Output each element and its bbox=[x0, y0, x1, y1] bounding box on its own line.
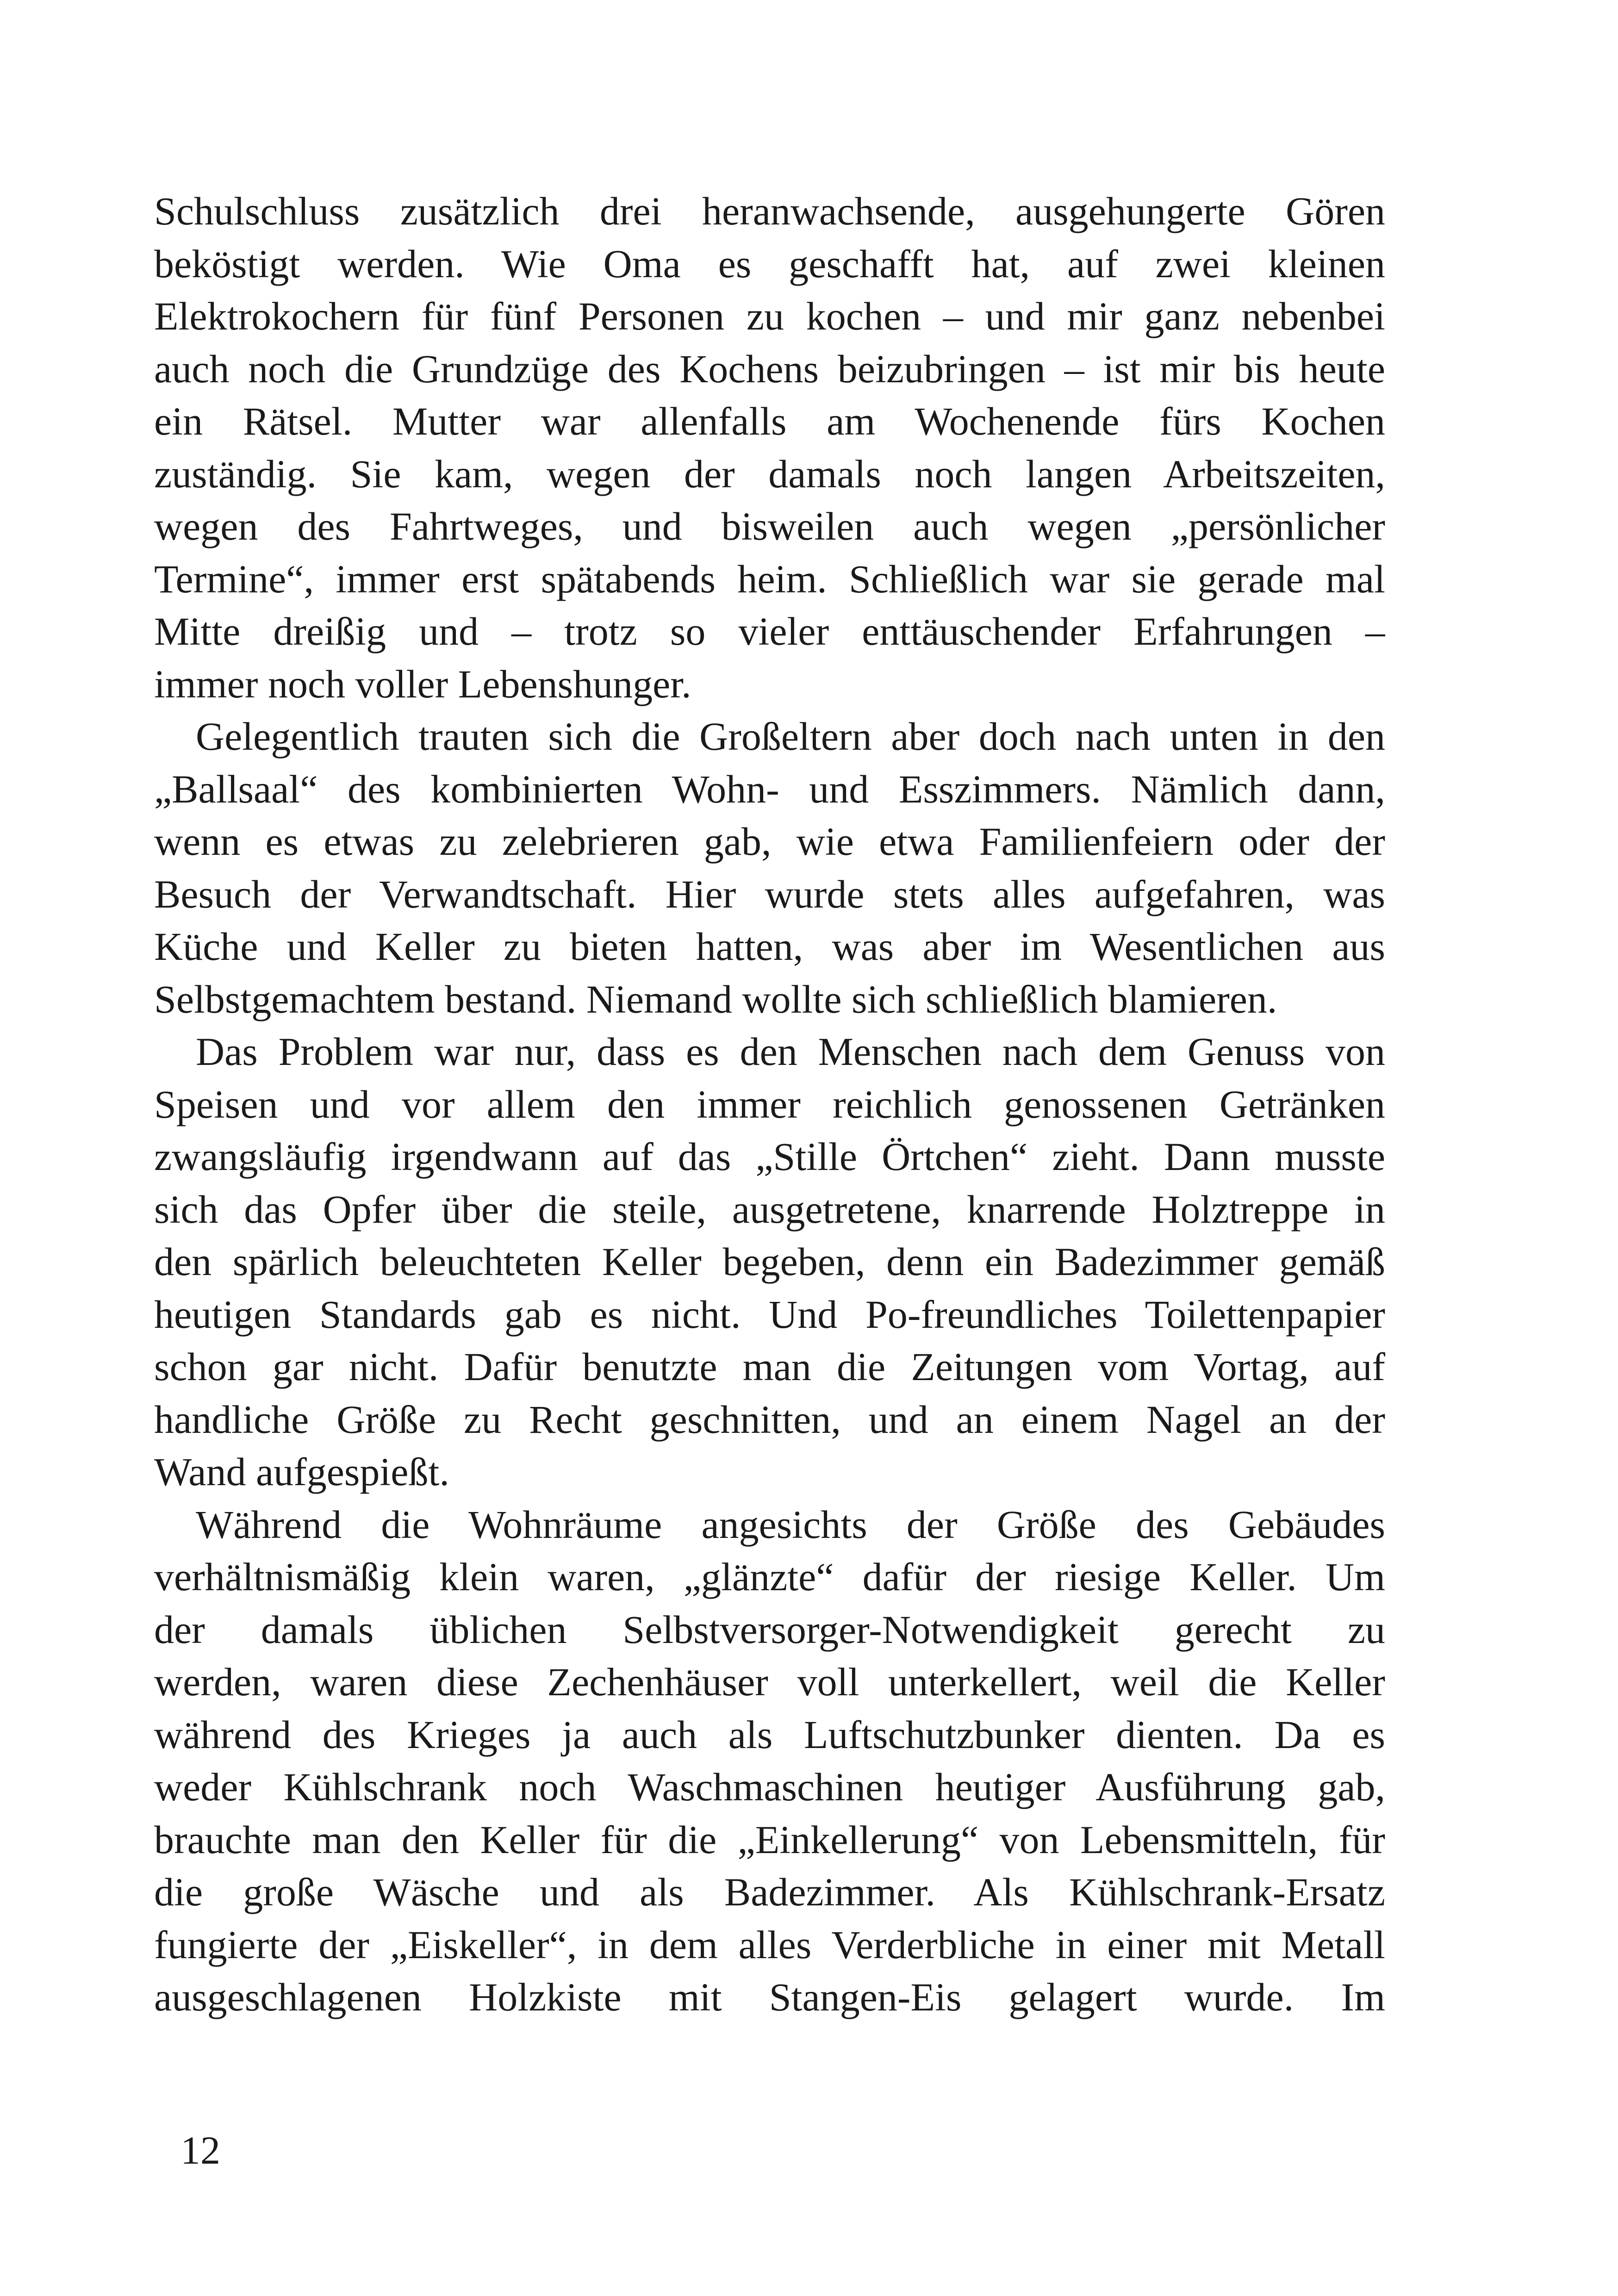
text-line: zwangsläufig irgendwann auf das „Stille Örtchen“ zieht. Dann musste bbox=[154, 1134, 1385, 1179]
text-line: „Ballsaal“ des kombinierten Wohn- und Esszimmers. Nämlich dann, bbox=[154, 766, 1385, 811]
text-line: sich das Opfer über die steile, ausgetretene, knarrende Holztreppe in bbox=[154, 1187, 1385, 1232]
text-line: den spärlich beleuchteten Keller begeben, denn ein Badezimmer gemäß bbox=[154, 1239, 1385, 1284]
text-line: Das Problem war nur, dass es den Menschen nach dem Genuss von bbox=[196, 1029, 1385, 1074]
text-line: Wand aufgespießt. bbox=[154, 1450, 449, 1494]
text-line: ausgeschlagenen Holzkiste mit Stangen-Eis gelagert wurde. Im bbox=[154, 1975, 1385, 2019]
text-line: Küche und Keller zu bieten hatten, was aber im Wesentlichen aus bbox=[154, 924, 1385, 969]
text-line: Elektrokochern für fünf Personen zu kochen – und mir ganz nebenbei bbox=[154, 294, 1385, 338]
text-line: weder Kühlschrank noch Waschmaschinen heutiger Ausführung gab, bbox=[154, 1765, 1385, 1809]
text-line: werden, waren diese Zechenhäuser voll unterkellert, weil die Keller bbox=[154, 1660, 1385, 1704]
text-line: der damals üblichen Selbstversorger-Notwendigkeit gerecht zu bbox=[154, 1607, 1385, 1652]
text-line: verhältnismäßig klein waren, „glänzte“ dafür der riesige Keller. Um bbox=[154, 1555, 1385, 1599]
text-line: ein Rätsel. Mutter war allenfalls am Wochenende fürs Kochen bbox=[154, 399, 1385, 443]
text-line: brauchte man den Keller für die „Einkellerung“ von Lebensmitteln, für bbox=[154, 1817, 1385, 1862]
text-line: immer noch voller Lebenshunger. bbox=[154, 661, 691, 706]
text-line: schon gar nicht. Dafür benutzte man die Zeitungen vom Vortag, auf bbox=[154, 1344, 1385, 1389]
text-line: auch noch die Grundzüge des Kochens beizubringen – ist mir bis heute bbox=[154, 346, 1385, 391]
text-line: Gelegentlich trauten sich die Großeltern aber doch nach unten in den bbox=[196, 714, 1385, 759]
text-line: Während die Wohnräume angesichts der Größe des Gebäudes bbox=[196, 1502, 1385, 1547]
page-number: 12 bbox=[180, 2128, 220, 2172]
text-line: fungierte der „Eiskeller“, in dem alles Verderbliche in einer mit Metall bbox=[154, 1922, 1385, 1967]
text-line: Termine“, immer erst spätabends heim. Schließlich war sie gerade mal bbox=[154, 556, 1385, 601]
text-line: wenn es etwas zu zelebrieren gab, wie etwa Familienfeiern oder der bbox=[154, 819, 1385, 864]
text-line: zuständig. Sie kam, wegen der damals noch langen Arbeitszeiten, bbox=[154, 451, 1385, 496]
text-line: Mitte dreißig und – trotz so vieler enttäuschender Erfahrungen – bbox=[154, 609, 1385, 653]
text-line: handliche Größe zu Recht geschnitten, und an einem Nagel an der bbox=[154, 1397, 1385, 1442]
text-line: die große Wäsche und als Badezimmer. Als Kühlschrank-Ersatz bbox=[154, 1870, 1385, 1914]
text-line: wegen des Fahrtweges, und bisweilen auch wegen „persönlicher bbox=[154, 504, 1385, 548]
text-line: beköstigt werden. Wie Oma es geschafft hat, auf zwei kleinen bbox=[154, 241, 1385, 286]
text-line: Besuch der Verwandtschaft. Hier wurde stets alles aufgefahren, was bbox=[154, 871, 1385, 916]
text-line: heutigen Standards gab es nicht. Und Po-freundliches Toilettenpapier bbox=[154, 1292, 1385, 1337]
body-text bbox=[154, 185, 1385, 2024]
text-line: Selbstgemachtem bestand. Niemand wollte sich schließlich blamieren. bbox=[154, 977, 1277, 1021]
text-line: Speisen und vor allem den immer reichlich genossenen Getränken bbox=[154, 1082, 1385, 1126]
text-line: während des Krieges ja auch als Luftschutzbunker dienten. Da es bbox=[154, 1712, 1385, 1757]
text-line: Schulschluss zusätzlich drei heranwachsende, ausgehungerte Gören bbox=[154, 189, 1385, 233]
